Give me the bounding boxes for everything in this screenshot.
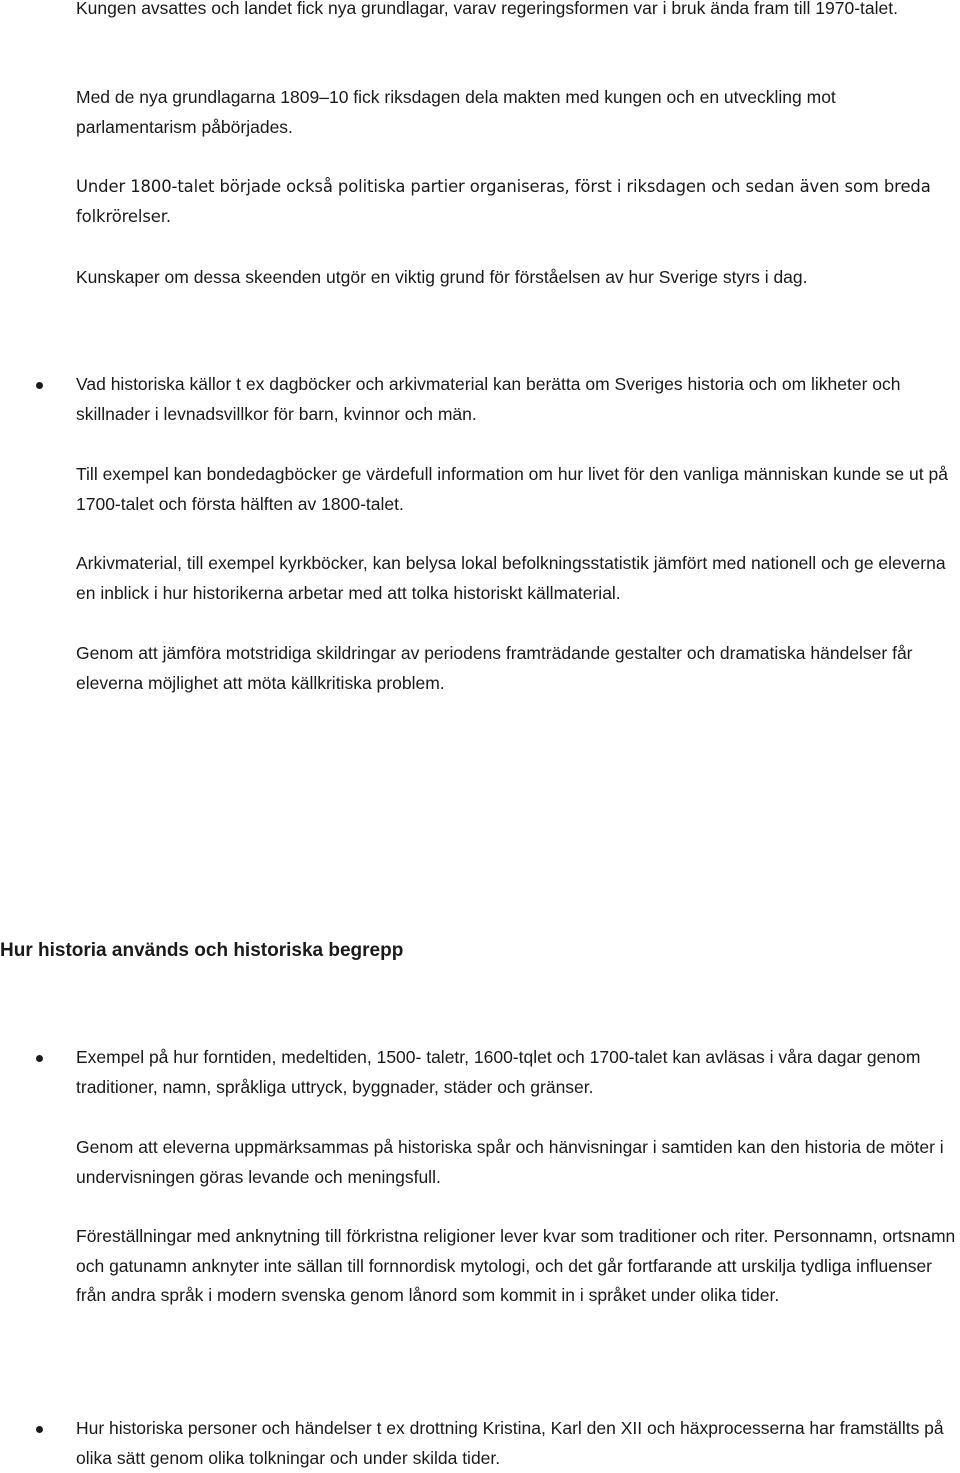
paragraph-arkivmaterial: Arkivmaterial, till exempel kyrkböcker, kan belysa lokal befolkningsstatistik jämfört med nationell och ge eleverna en inblick i hur historikerna arbetar med att tolka historiskt källmaterial. xyxy=(76,553,946,603)
paragraph-forestallningar: Föreställningar med anknytning till förkristna religioner lever kvar som traditioner och riter. Personnamn, ortsnamn och gatunamn anknyter inte sällan till fornnordisk mytologi, och det går fortfarande att urskilja tydliga influenser från andra språk i modern svenska genom lånord som kommit in i språket under olika tider. xyxy=(76,1226,956,1305)
bullet-item-forntiden: Exempel på hur forntiden, medeltiden, 1500- taletr, 1600-tqlet och 1700-talet kan avläsas i våra dagar genom traditioner, namn, språkliga uttryck, byggnader, städer och gränser. xyxy=(76,1047,921,1097)
paragraph-motstridiga: Genom att jämföra motstridiga skildringar av periodens framträdande gestalter och dramatiska händelser får eleverna möjlighet att möta källkritiska problem. xyxy=(76,643,913,693)
paragraph-spar: Genom att eleverna uppmärksammas på historiska spår och hänvisningar i samtiden kan den historia de möter i undervisningen göras levande och meningsfull. xyxy=(76,1137,944,1187)
paragraph-kunskaper: Kunskaper om dessa skeenden utgör en viktig grund för förståelsen av hur Sverige styrs i dag. xyxy=(76,267,808,287)
section-heading: Hur historia används och historiska begrepp xyxy=(0,940,404,961)
bullet-icon xyxy=(36,1426,43,1433)
bullet-item-kallor: Vad historiska källor t ex dagböcker och arkivmaterial kan berätta om Sveriges historia och om likheter och skillnader i levnadsvillkor för barn, kvinnor och män. xyxy=(76,374,901,424)
paragraph-riksdagen: Med de nya grundlagarna 1809–10 fick riksdagen dela makten med kungen och en utveckling mot parlamentarism påbörjades. xyxy=(76,87,836,137)
bullet-icon xyxy=(36,1055,43,1062)
bullet-icon xyxy=(36,382,43,389)
paragraph-bondedagbocker: Till exempel kan bondedagböcker ge värdefull information om hur livet för den vanliga människan kunde se ut på 1700-talet och första hälften av 1800-talet. xyxy=(76,464,948,514)
paragraph-partier: Under 1800-talet började också politiska partier organiseras, först i riksdagen och sedan även som breda folkrörelser. xyxy=(76,177,931,226)
bullet-item-personer: Hur historiska personer och händelser t ex drottning Kristina, Karl den XII och häxprocesserna har framställts på olika sätt genom olika tolkningar och under skilda tider. xyxy=(76,1418,944,1468)
paragraph-grundlagar: Kungen avsattes och landet fick nya grundlagar, varav regeringsformen var i bruk ända fram till 1970-talet. xyxy=(76,0,898,18)
